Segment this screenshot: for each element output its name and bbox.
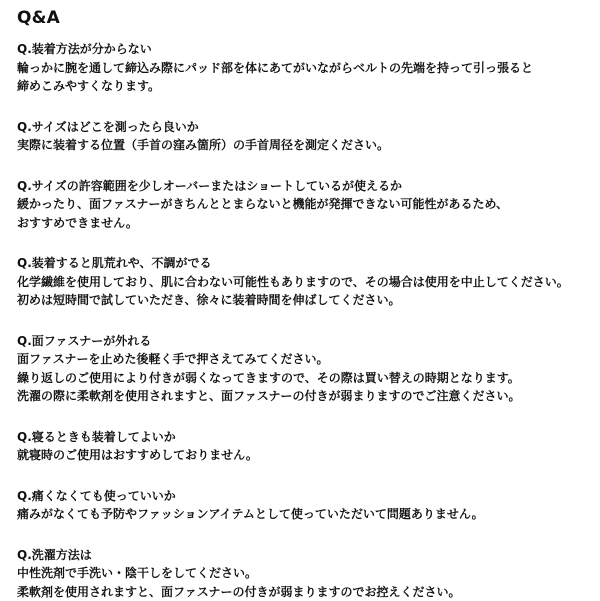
qa-item bbox=[17, 254, 600, 310]
answer-line: 化学繊維を使用しており、肌に合わない可能性もありますので、その場合は使用を中止してください。 bbox=[17, 273, 600, 292]
qa-item bbox=[17, 177, 600, 233]
question-text: Q.痛くなくても使っていいか bbox=[17, 487, 600, 506]
answer-line: 痛みがなくても予防やファッションアイテムとして使っていただいて問題ありません。 bbox=[17, 505, 600, 524]
question-text: Q.サイズの許容範囲を少しオーバーまたはショートしているが使えるか bbox=[17, 177, 600, 196]
answer-line: 面ファスナーを止めた後軽く手で押さえてみてください。 bbox=[17, 350, 600, 369]
question-text: Q.面ファスナーが外れる bbox=[17, 332, 600, 351]
answer-line: 中性洗剤で手洗い・陰干しをしてください。 bbox=[17, 564, 600, 583]
question-text: Q.洗濯方法は bbox=[17, 546, 600, 565]
answer-line: 柔軟剤を使用されますと、面ファスナーの付きが弱まりますのでお控えください。 bbox=[17, 583, 600, 601]
qa-item bbox=[17, 332, 600, 406]
question-text: Q.寝るときも装着してよいか bbox=[17, 428, 600, 447]
answer-line: 輪っかに腕を通して締込み際にパッド部を体にあてがいながらベルトの先端を持って引っ張ると bbox=[17, 59, 600, 78]
answer-line: 就寝時のご使用はおすすめしておりません。 bbox=[17, 446, 600, 465]
page-title: Q&A bbox=[17, 6, 600, 30]
question-text: Q.サイズはどこを測ったら良いか bbox=[17, 118, 600, 137]
qa-item bbox=[17, 40, 600, 96]
answer-line: 洗濯の際に柔軟剤を使用されますと、面ファスナーの付きが弱まりますのでご注意ください。 bbox=[17, 387, 600, 406]
qa-item bbox=[17, 487, 600, 524]
answer-line: 締めこみやすくなります。 bbox=[17, 77, 600, 96]
answer-line: 繰り返しのご使用により付きが弱くなってきますので、その際は買い替えの時期となります。 bbox=[17, 369, 600, 388]
question-text: Q.装着方法が分からない bbox=[17, 40, 600, 59]
qa-item bbox=[17, 118, 600, 155]
qa-item bbox=[17, 546, 600, 601]
question-text: Q.装着すると肌荒れや、不調がでる bbox=[17, 254, 600, 273]
answer-line: 初めは短時間で試していただき、徐々に装着時間を伸ばしてください。 bbox=[17, 291, 600, 310]
qa-item bbox=[17, 428, 600, 465]
answer-line: 緩かったり、面ファスナーがきちんととまらないと機能が発揮できない可能性があるため、 bbox=[17, 195, 600, 214]
qa-list bbox=[17, 40, 600, 601]
answer-line: おすすめできません。 bbox=[17, 214, 600, 233]
answer-line: 実際に装着する位置（手首の窪み箇所）の手首周径を測定ください。 bbox=[17, 136, 600, 155]
